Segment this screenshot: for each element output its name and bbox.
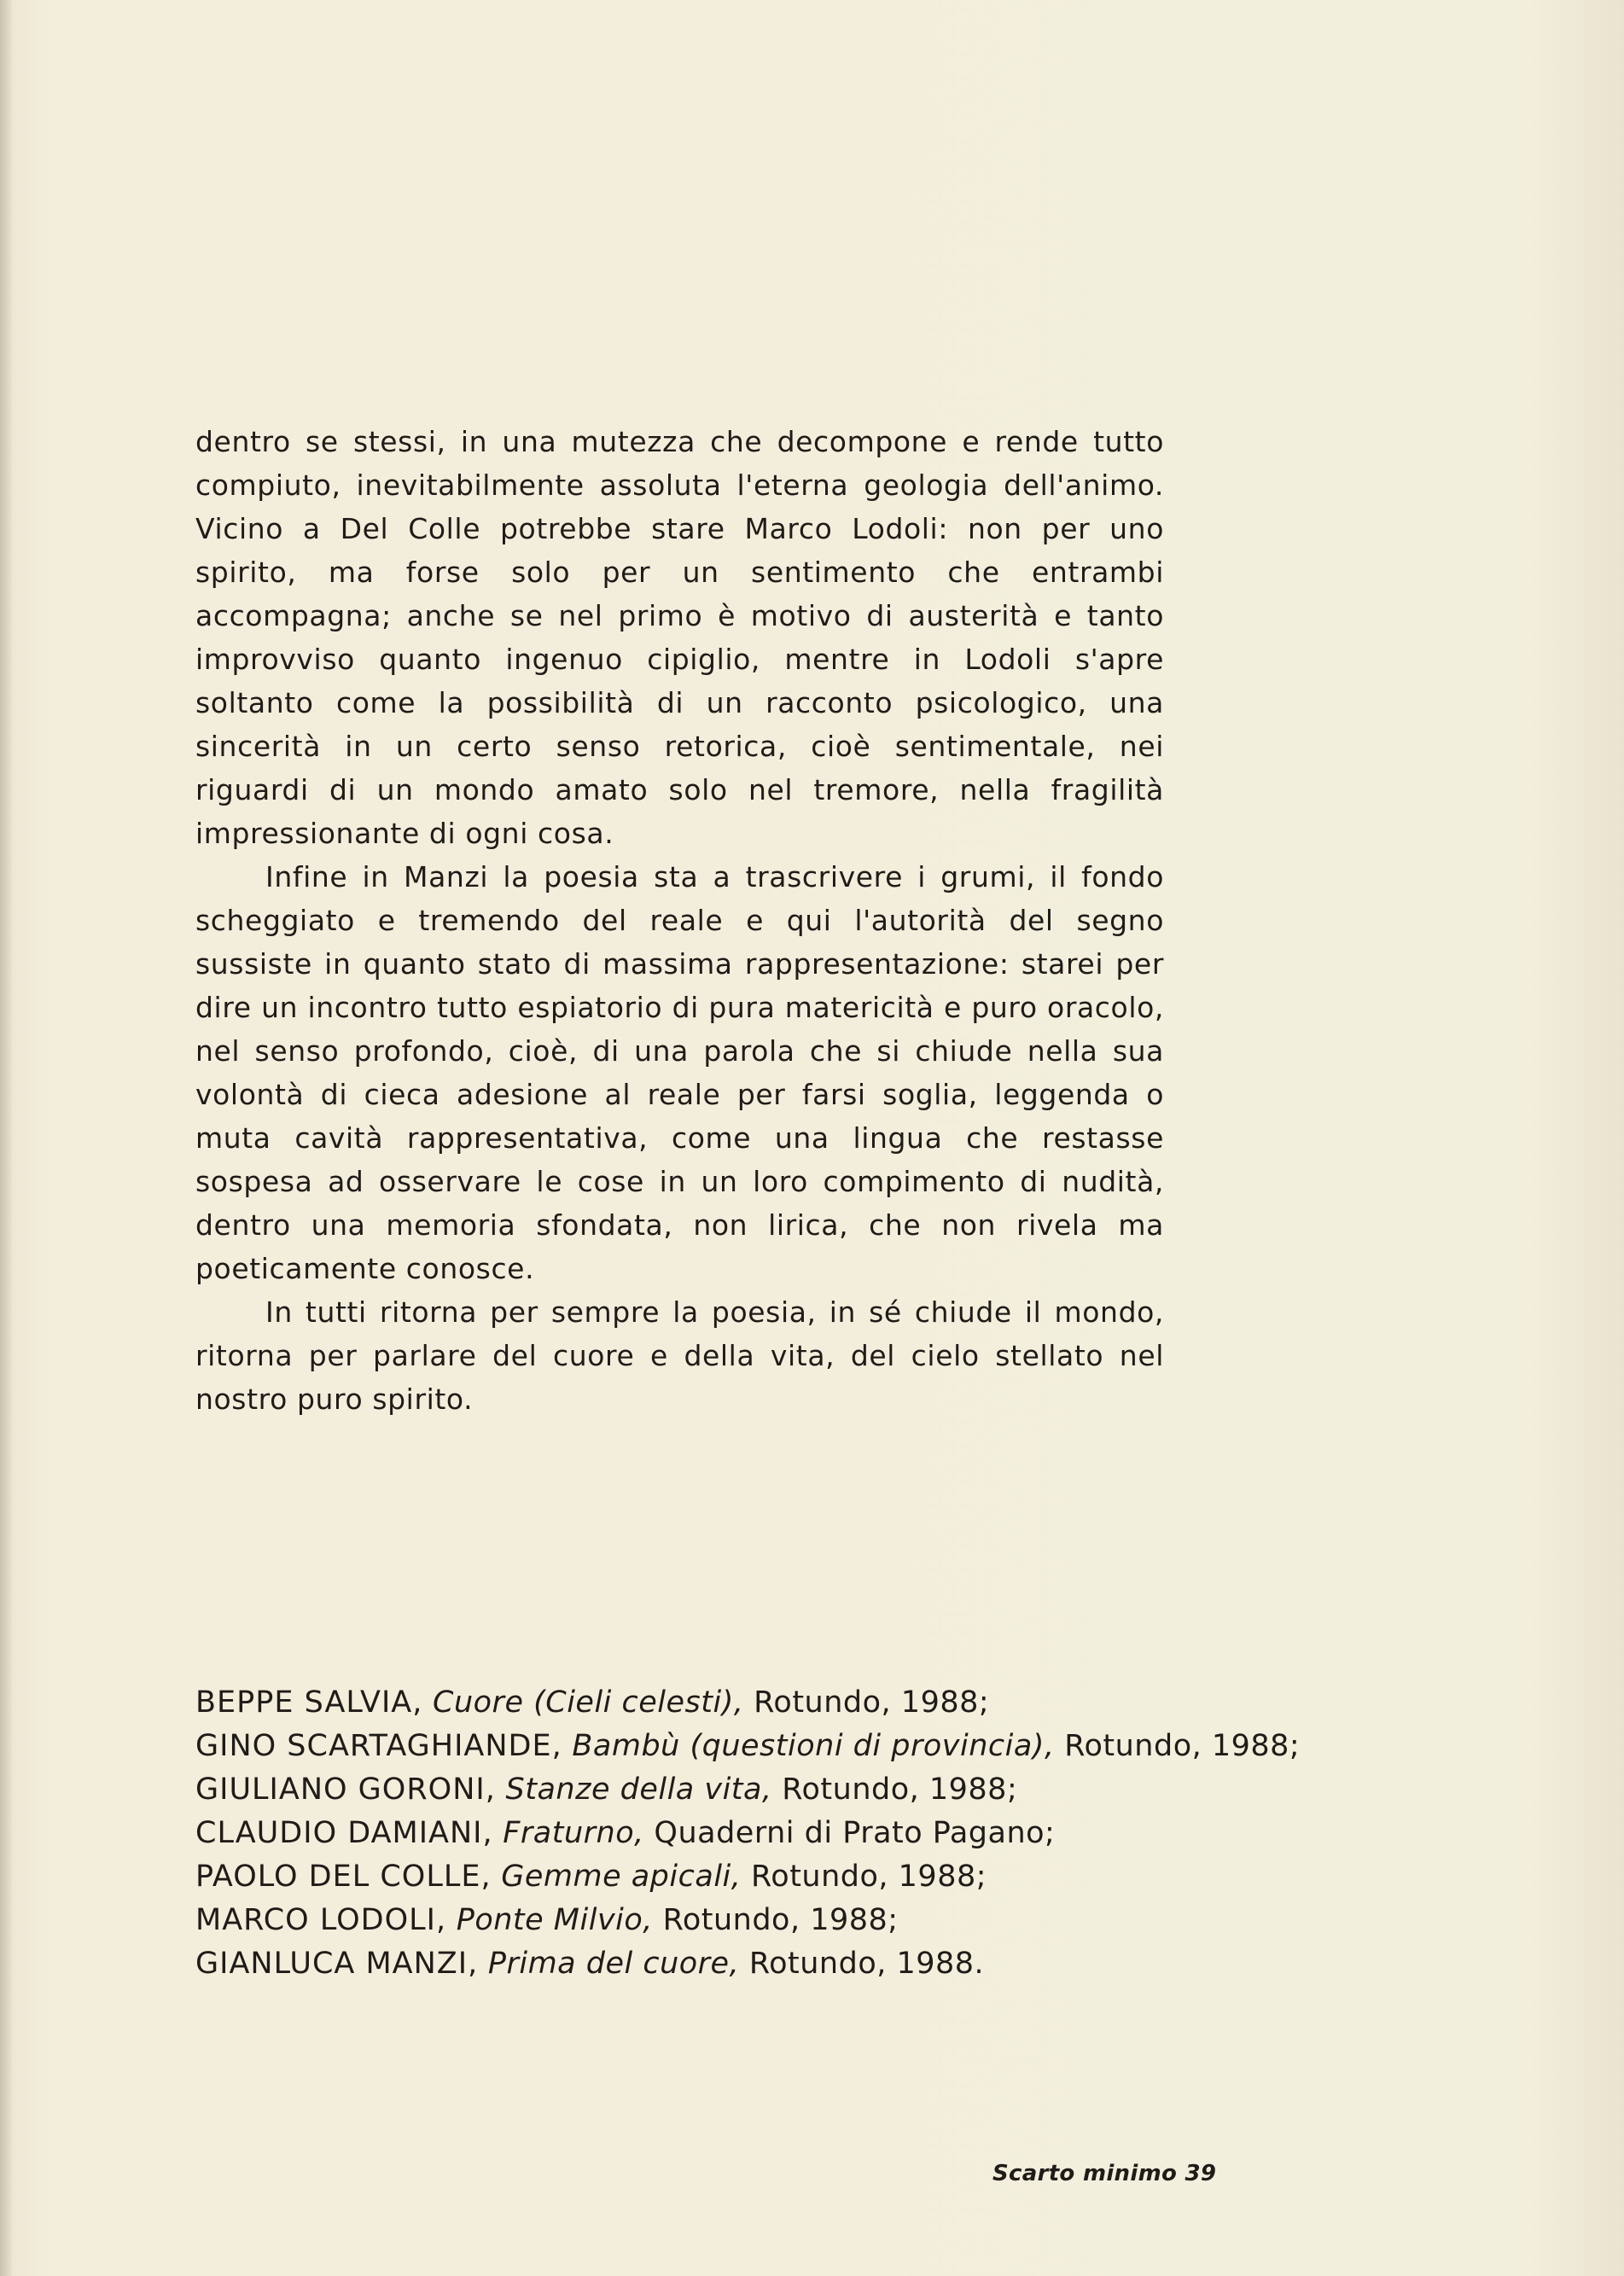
bibliography-list	[195, 1681, 1595, 1986]
running-footer: Scarto minimo 39	[992, 2161, 1217, 2186]
bibliography-entry	[195, 1725, 1595, 1768]
entry-publisher: Quaderni di Prato Pagano;	[654, 1816, 1056, 1850]
entry-author: MARCO LODOLI,	[195, 1903, 447, 1937]
bibliography-entry	[195, 1855, 1595, 1899]
entry-publisher: Rotundo, 1988.	[748, 1947, 985, 1981]
page-edge-shadow	[0, 0, 12, 2276]
bibliography-entry	[195, 1942, 1595, 1986]
entry-author: GINO SCARTAGHIANDE,	[195, 1729, 562, 1763]
entry-publisher: Rotundo, 1988;	[754, 1685, 990, 1720]
entry-author: GIANLUCA MANZI,	[195, 1947, 479, 1981]
entry-title: Ponte Milvio,	[456, 1903, 653, 1937]
bibliography-entry	[195, 1812, 1595, 1855]
entry-publisher: Rotundo, 1988;	[751, 1860, 987, 1894]
bibliography-entry	[195, 1681, 1595, 1725]
entry-title: Gemme apicali,	[501, 1860, 742, 1894]
entry-title: Cuore (Cieli celesti),	[433, 1685, 744, 1720]
entry-title: Bambù (questioni di provincia),	[572, 1729, 1055, 1763]
entry-title: Stanze della vita,	[505, 1772, 772, 1807]
essay-body	[195, 420, 1164, 1421]
entry-publisher: Rotundo, 1988;	[1064, 1729, 1301, 1763]
bibliography-entry	[195, 1899, 1595, 1942]
essay-paragraph: Infine in Manzi la poesia sta a trascrivere i grumi, il fondo scheggiato e tremendo del reale e qui l'autorità del segno sussiste in quanto stato di massima rappresentazione: starei per dire un incontro tutto espiatorio di pura matericità e puro oracolo, nel senso profondo, cioè, di una parola che si chiude nella sua volontà di cieca adesione al reale per farsi soglia, leggenda o muta cavità rappresentativa, come una lingua che restasse sospesa ad osservare le cose in un loro compimento di nudità, dentro una memoria sfondata, non lirica, che non rivela ma poeticamente conosce.	[195, 860, 1164, 1285]
essay-paragraph: dentro se stessi, in una mutezza che decompone e rende tutto compiuto, inevitabilmente assoluta l'eterna geologia dell'animo. Vicino a Del Colle potrebbe stare Marco Lodoli: non per uno spirito, ma forse solo per un sentimento che entrambi accompagna; anche se nel primo è motivo di austerità e tanto improvviso quanto ingenuo cipiglio, mentre in Lodoli s'apre soltanto come la possibilità di un racconto psicologico, una sincerità in un certo senso retorica, cioè sentimentale, nei riguardi di un mondo amato solo nel tremore, nella fragilità impressionante di ogni cosa.	[195, 425, 1164, 850]
entry-publisher: Rotundo, 1988;	[662, 1903, 899, 1937]
entry-title: Fraturno,	[503, 1816, 644, 1850]
entry-title: Prima del cuore,	[487, 1947, 740, 1981]
bibliography-entry	[195, 1768, 1595, 1812]
entry-author: PAOLO DEL COLLE,	[195, 1860, 492, 1894]
entry-author: GIULIANO GORONI,	[195, 1772, 496, 1807]
entry-author: CLAUDIO DAMIANI,	[195, 1816, 493, 1850]
entry-author: BEPPE SALVIA,	[195, 1685, 423, 1720]
entry-publisher: Rotundo, 1988;	[782, 1772, 1018, 1807]
essay-paragraph: In tutti ritorna per sempre la poesia, in sé chiude il mondo, ritorna per parlare del cuore e della vita, del cielo stellato nel nostro puro spirito.	[195, 1295, 1164, 1416]
